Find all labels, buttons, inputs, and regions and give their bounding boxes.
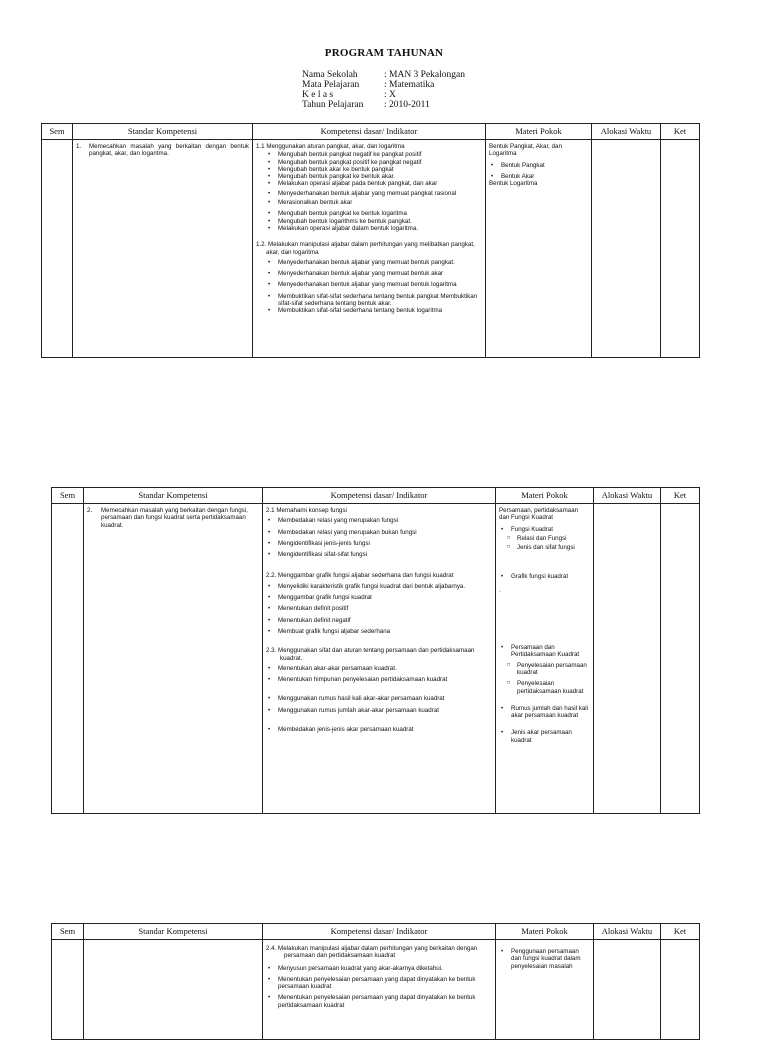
standar-kompetensi-cell: [84, 504, 263, 814]
header-kompetensi-dasar: Kompetensi dasar/ Indikator: [253, 124, 486, 140]
table-row: [52, 940, 700, 1040]
mp-list: [499, 705, 590, 720]
mp-list: [499, 948, 590, 970]
materi-pokok-cell: [496, 504, 594, 814]
header-sem: Sem: [52, 488, 84, 504]
document-title: PROGRAM TAHUNAN: [324, 47, 444, 59]
kompetensi-dasar-cell: [263, 940, 496, 1040]
header-sem: Sem: [52, 924, 84, 940]
indicator-item: • Membedakan relasi yang merupakan fungsi: [266, 517, 492, 524]
alokasi-waktu-cell: [594, 504, 661, 814]
indicator-item: • Membuat grafik fungsi aljabar sederhana: [266, 628, 492, 635]
kd-heading: 2.4. Melakukan manipulasi aljabar dalam perhitungan yang berkaitan dengan persamaan dan pertidaksamaan kuadrat: [266, 945, 478, 960]
kd-heading: 1.1 Menggunakan aturan pangkat, akar, dan logaritma: [256, 143, 405, 150]
sk-text: Memecahkan masalah yang berkaitan dengan fungsi, persamaan dan fungsi kuadrat serta pertidaksamaan kuadrat.: [101, 507, 248, 529]
mp-item: • Grafik fungsi kuadrat: [499, 573, 590, 580]
indicator-item: • Menggunakan rumus hasil kali akar-akar persamaan kuadrat: [266, 695, 492, 702]
indicator-item: • Menggambar grafik fungsi kuadrat: [266, 594, 492, 601]
table-header-row: [52, 488, 700, 504]
sem-cell: [42, 140, 73, 358]
indicator-item: • Menyederhanakan bentuk aljabar yang memuat pangkat rasional: [256, 190, 482, 197]
indicator-item: • Membedakan relasi yang merupakan bukan fungsi: [266, 529, 492, 536]
indicator-item: • Membuktikan sifat-sifat sederhana tentang bentuk pangkat Membuktikan sifat-sifat sederhana tentang bentuk akar.: [256, 293, 482, 308]
indicator-item: • Mengubah bentuk pangkat ke bentuk logaritma: [256, 210, 482, 217]
indicator-list: [256, 151, 482, 232]
info-row-school: [302, 70, 465, 80]
indicator-list: [266, 583, 492, 635]
indicator-item: • Menyelidiki karakteristik grafik fungsi kuadrat dari bentuk aljabarnya.: [266, 583, 492, 590]
indicator-item: • Menggunakan rumus jumlah akar-akar persamaan kuadrat: [266, 707, 492, 714]
header-kompetensi-dasar: Kompetensi dasar/ Indikator: [263, 924, 496, 940]
header-standar-kompetensi: Standar Kompetensi: [84, 488, 263, 504]
indicator-item: • Menentukan himpunan penyelesaian pertidaksamaan kuadrat: [266, 676, 492, 683]
info-row-year: [302, 100, 465, 110]
materi-pokok-cell: [486, 140, 592, 358]
indicator-item: • Menentukan definit negatif: [266, 617, 492, 624]
indicator-list: [256, 293, 482, 315]
mp-item: • Bentuk Akar: [489, 173, 588, 180]
mp-heading: Bentuk Pangkat, Akar, dan Logaritma: [489, 143, 562, 158]
mp-list: [489, 162, 588, 181]
header-kompetensi-dasar: Kompetensi dasar/ Indikator: [263, 488, 496, 504]
indicator-item: • Menyusun persamaan kuadrat yang akar-akarnya diketahui.: [266, 965, 492, 972]
mp-list: [499, 644, 590, 659]
table-row: [52, 504, 700, 814]
program-table-2: [51, 487, 700, 814]
mp-item: • Penggunaan persamaan dan fungsi kuadrat dalam penyelesaian masalah: [499, 948, 590, 970]
indicator-item: • Menyederhanakan bentuk aljabar yang memuat bentuk akar: [256, 270, 482, 277]
mp-item: • Bentuk Pangkat: [489, 162, 588, 169]
sk-number: 1.: [76, 143, 82, 150]
indicator-item: • Mengubah bentuk pangkat negatif ke pangkat positif: [256, 151, 482, 158]
indicator-item: • Melakukan operasi aljabar dalam bentuk logaritma.: [256, 225, 482, 232]
indicator-item: • Merasionalkan bentuk akar: [256, 199, 482, 206]
sk-entry: [76, 143, 249, 158]
kd-heading: 2.3. Menggunakan sifat dan aturan tentang persamaan dan pertidaksamaan kuadrat.: [266, 647, 475, 662]
header-sem: Sem: [42, 124, 73, 140]
standar-kompetensi-cell: [84, 940, 263, 1040]
program-table-3: [51, 923, 700, 1040]
sem-cell: [52, 940, 84, 1040]
program-table-1: [41, 123, 700, 358]
kd-heading: 1.2. Melakukan manipulasi aljabar dalam perhitungan yang melibatkan pangkat, akar, dan logaritma: [256, 241, 475, 256]
header-materi-pokok: Materi Pokok: [496, 924, 594, 940]
alokasi-waktu-cell: [594, 940, 661, 1040]
mp-subitem: □ Relasi dan Fungsi: [499, 535, 590, 542]
kompetensi-dasar-cell: [263, 504, 496, 814]
indicator-item: • Menyederhanakan bentuk aljabar yang memuat bentuk logaritma: [256, 281, 482, 288]
mp-heading: Persamaan, pertidaksamaan dan Fungsi Kuadrat: [499, 507, 579, 522]
info-value: : X: [384, 90, 396, 100]
table-header-row: [52, 924, 700, 940]
ket-cell: [661, 940, 700, 1040]
indicator-list: [266, 695, 492, 714]
alokasi-waktu-cell: [592, 140, 661, 358]
header-ket: Ket: [661, 924, 700, 940]
indicator-item: • Menentukan penyelesaian persamaan yang dapat dinyatakan ke bentuk persamaan kuadrat: [266, 976, 492, 991]
info-label: K e l a s: [302, 90, 334, 100]
indicator-item: • Menentukan akar-akar persamaan kuadrat.: [266, 665, 492, 672]
kd-heading: 2.1 Memahami konsep fungsi: [266, 507, 347, 514]
info-value: : Matematika: [384, 80, 435, 90]
indicator-item: • Melakukan operasi aljabar pada bentuk pangkat, dan akar: [256, 180, 482, 187]
header-standar-kompetensi: Standar Kompetensi: [73, 124, 253, 140]
mp-sublist: [499, 662, 590, 695]
indicator-item: • Mengubah bentuk logarithms ke bentuk pangkat.: [256, 218, 482, 225]
sk-text: Memecahkan masalah yang berkaitan dengan bentuk pangkat, akar, dan logaritma.: [89, 143, 249, 158]
info-value: : 2010-2011: [384, 100, 430, 110]
school-info: [302, 70, 465, 110]
mp-sublist: [499, 535, 590, 552]
indicator-list: [266, 965, 492, 1009]
indicator-list: [266, 517, 492, 558]
indicator-item: • Mengubah bentuk akar ke bentuk pangkat: [256, 166, 482, 173]
indicator-item: • Menyederhanakan bentuk aljabar yang memuat bentuk pangkat.: [256, 259, 482, 266]
info-label: Mata Pelajaran: [302, 80, 360, 90]
header-materi-pokok: Materi Pokok: [486, 124, 592, 140]
indicator-item: • Membuktikan sifat-sifat sederhana tentang bentuk logaritma: [256, 307, 482, 314]
table-row: [42, 140, 700, 358]
sk-number: 2.: [87, 507, 93, 514]
indicator-list: [256, 259, 482, 289]
mp-subitem: □ Jenis dan sifat fungsi: [499, 544, 590, 551]
standar-kompetensi-cell: [73, 140, 253, 358]
indicator-item: • Mengidentifikasi sifat-sifat fungsi: [266, 551, 492, 558]
info-row-subject: [302, 80, 465, 90]
header-materi-pokok: Materi Pokok: [496, 488, 594, 504]
mp-item: • Fungsi Kuadrat: [499, 526, 590, 533]
info-label: Nama Sekolah: [302, 70, 358, 80]
header-ket: Ket: [661, 124, 700, 140]
ket-cell: [661, 504, 700, 814]
header-ket: Ket: [661, 488, 700, 504]
mp-dot: .: [499, 586, 501, 594]
header-alokasi-waktu: Alokasi Waktu: [592, 124, 661, 140]
mp-subitem: □ Penyelesaian persamaan kuadrat: [499, 662, 590, 677]
indicator-item: • Menentukan penyelesaian persamaan yang dapat dinyatakan ke bentuk pertidaksamaan kuadrat: [266, 994, 492, 1009]
mp-subitem: □ Penyelesaian pertidaksamaan kuadrat: [499, 680, 590, 695]
indicator-item: • Membedakan jenis-jenis akar persamaan kuadrat: [266, 726, 492, 733]
mp-item: Bentuk Logaritma: [489, 180, 538, 188]
header-alokasi-waktu: Alokasi Waktu: [594, 924, 661, 940]
sk-entry: [87, 507, 259, 529]
mp-item: • Rumus jumlah dan hasil kali akar persamaan kuadrat: [499, 705, 590, 720]
ket-cell: [661, 140, 700, 358]
table-header-row: [42, 124, 700, 140]
header-alokasi-waktu: Alokasi Waktu: [594, 488, 661, 504]
info-label: Tahun Pelajaran: [302, 100, 364, 110]
mp-item: • Persamaan dan Pertidaksamaan Kuadrat: [499, 644, 590, 659]
indicator-item: • Menentukan definit positif: [266, 605, 492, 612]
mp-list: [499, 729, 590, 744]
kompetensi-dasar-cell: [253, 140, 486, 358]
indicator-list: [266, 726, 492, 733]
indicator-item: • Mengidentifikasi jenis-jenis fungsi: [266, 540, 492, 547]
info-row-class: [302, 90, 465, 100]
indicator-item: • Mengubah bentuk pangkat positif ke pangkat negatif: [256, 159, 482, 166]
info-value: : MAN 3 Pekalongan: [384, 70, 466, 80]
indicator-item: • Mengubah bentuk pangkat ke bentuk akar.: [256, 173, 482, 180]
kd-heading: 2.2. Menggambar grafik fungsi aljabar sederhana dan fungsi kuadrat: [266, 572, 454, 580]
mp-item: • Jenis akar persamaan kuadrat: [499, 729, 590, 744]
materi-pokok-cell: [496, 940, 594, 1040]
header-standar-kompetensi: Standar Kompetensi: [84, 924, 263, 940]
mp-list: [499, 526, 590, 533]
mp-list: [499, 573, 590, 580]
indicator-list: [266, 665, 492, 684]
sem-cell: [52, 504, 84, 814]
